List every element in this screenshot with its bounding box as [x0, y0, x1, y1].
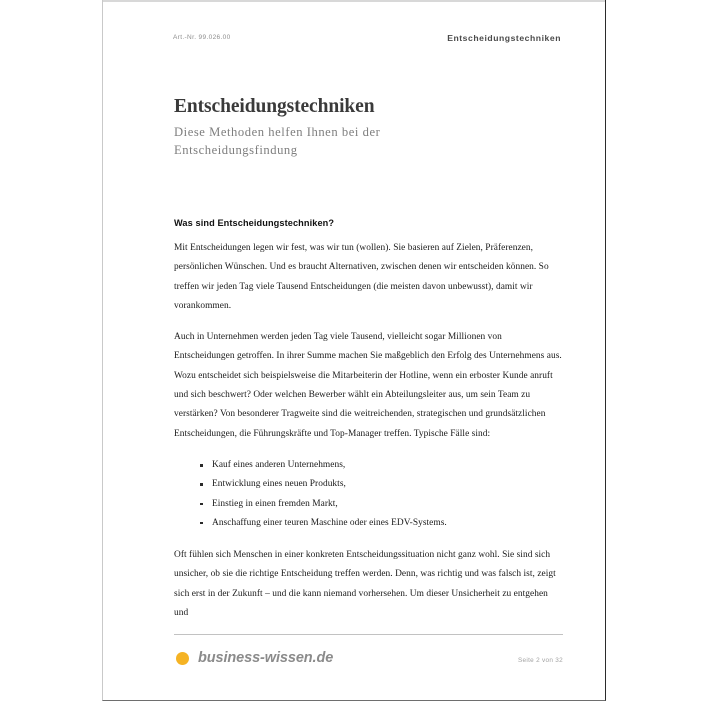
title-block	[174, 95, 574, 159]
body-paragraph: Oft fühlen sich Menschen in einer konkreten Entscheidungssituation nicht ganz wohl. Sie sind sich unsicher, ob sie die richtige Entscheidung treffen werden. Denn, was richtig und was falsch ist, zeigt sich erst in der Zukunft – und die kann niemand vorhersehen. Um dieser Unsicherheit zu entgehen und	[174, 550, 556, 619]
page-title: Entscheidungstechniken	[174, 96, 375, 117]
list-item	[174, 514, 563, 533]
bullet-square-icon	[200, 464, 203, 467]
footer-row	[174, 635, 563, 675]
page-content-area	[103, 0, 605, 700]
bullet-list	[174, 456, 563, 533]
article-body	[174, 218, 563, 623]
circle-dot-icon	[176, 652, 189, 665]
bullet-square-icon	[200, 522, 203, 525]
running-header	[173, 33, 561, 49]
bullet-square-icon	[200, 483, 203, 486]
list-item	[174, 495, 563, 514]
page-subtitle: Diese Methoden helfen Ihnen bei der Entscheidungsfindung	[174, 125, 381, 157]
body-paragraph: Mit Entscheidungen legen wir fest, was wir tun (wollen). Sie basieren auf Zielen, Präferenzen, persönlichen Wünschen. Und es braucht Alternativen, zwischen denen wir entscheiden können. So treffen wir jeden Tag viele Tausend Entscheidungen (die meisten davon unbewusst), damit wir vorankommen.	[174, 243, 549, 311]
section-heading: Was sind Entscheidungstechniken?	[174, 218, 335, 228]
list-item-label: Kauf eines anderen Unternehmens,	[212, 459, 346, 470]
list-item-label: Anschaffung einer teuren Maschine oder eines EDV-Systems.	[212, 517, 447, 528]
header-document-title: Entscheidungstechniken	[447, 33, 561, 43]
list-item	[174, 475, 563, 494]
brand-logo	[176, 650, 333, 666]
list-item	[174, 456, 563, 475]
page-number-label: Seite 2 von 32	[517, 657, 563, 664]
bullet-square-icon	[200, 503, 203, 506]
document-page	[102, 0, 606, 701]
brand-name-label: business-wissen.de	[198, 650, 334, 666]
list-item-label: Entwicklung eines neuen Produkts,	[212, 479, 346, 490]
list-item-label: Einstieg in einen fremden Markt,	[212, 498, 338, 509]
body-paragraph: Auch in Unternehmen werden jeden Tag viele Tausend, vielleicht sogar Millionen von Entscheidungen getroffen. In ihrer Summe machen Sie maßgeblich den Erfolg des Unternehmens aus. Wozu entscheidet sich beispielsweise die Mitarbeiterin der Hotline, wenn ein erboster Kunde anruft und sich beschwert? Oder welchen Bewerber wählt ein Abteilungsleiter aus, um sein Team zu verstärken? Von besonderer Tragweite sind die weitreichenden, strategischen und grundsätzlichen Entscheidungen, die Führungskräfte und Top-Manager treffen. Typische Fälle sind:	[174, 332, 562, 439]
page-footer	[174, 634, 563, 675]
article-number: Art.-Nr. 99.026.00	[173, 34, 231, 41]
